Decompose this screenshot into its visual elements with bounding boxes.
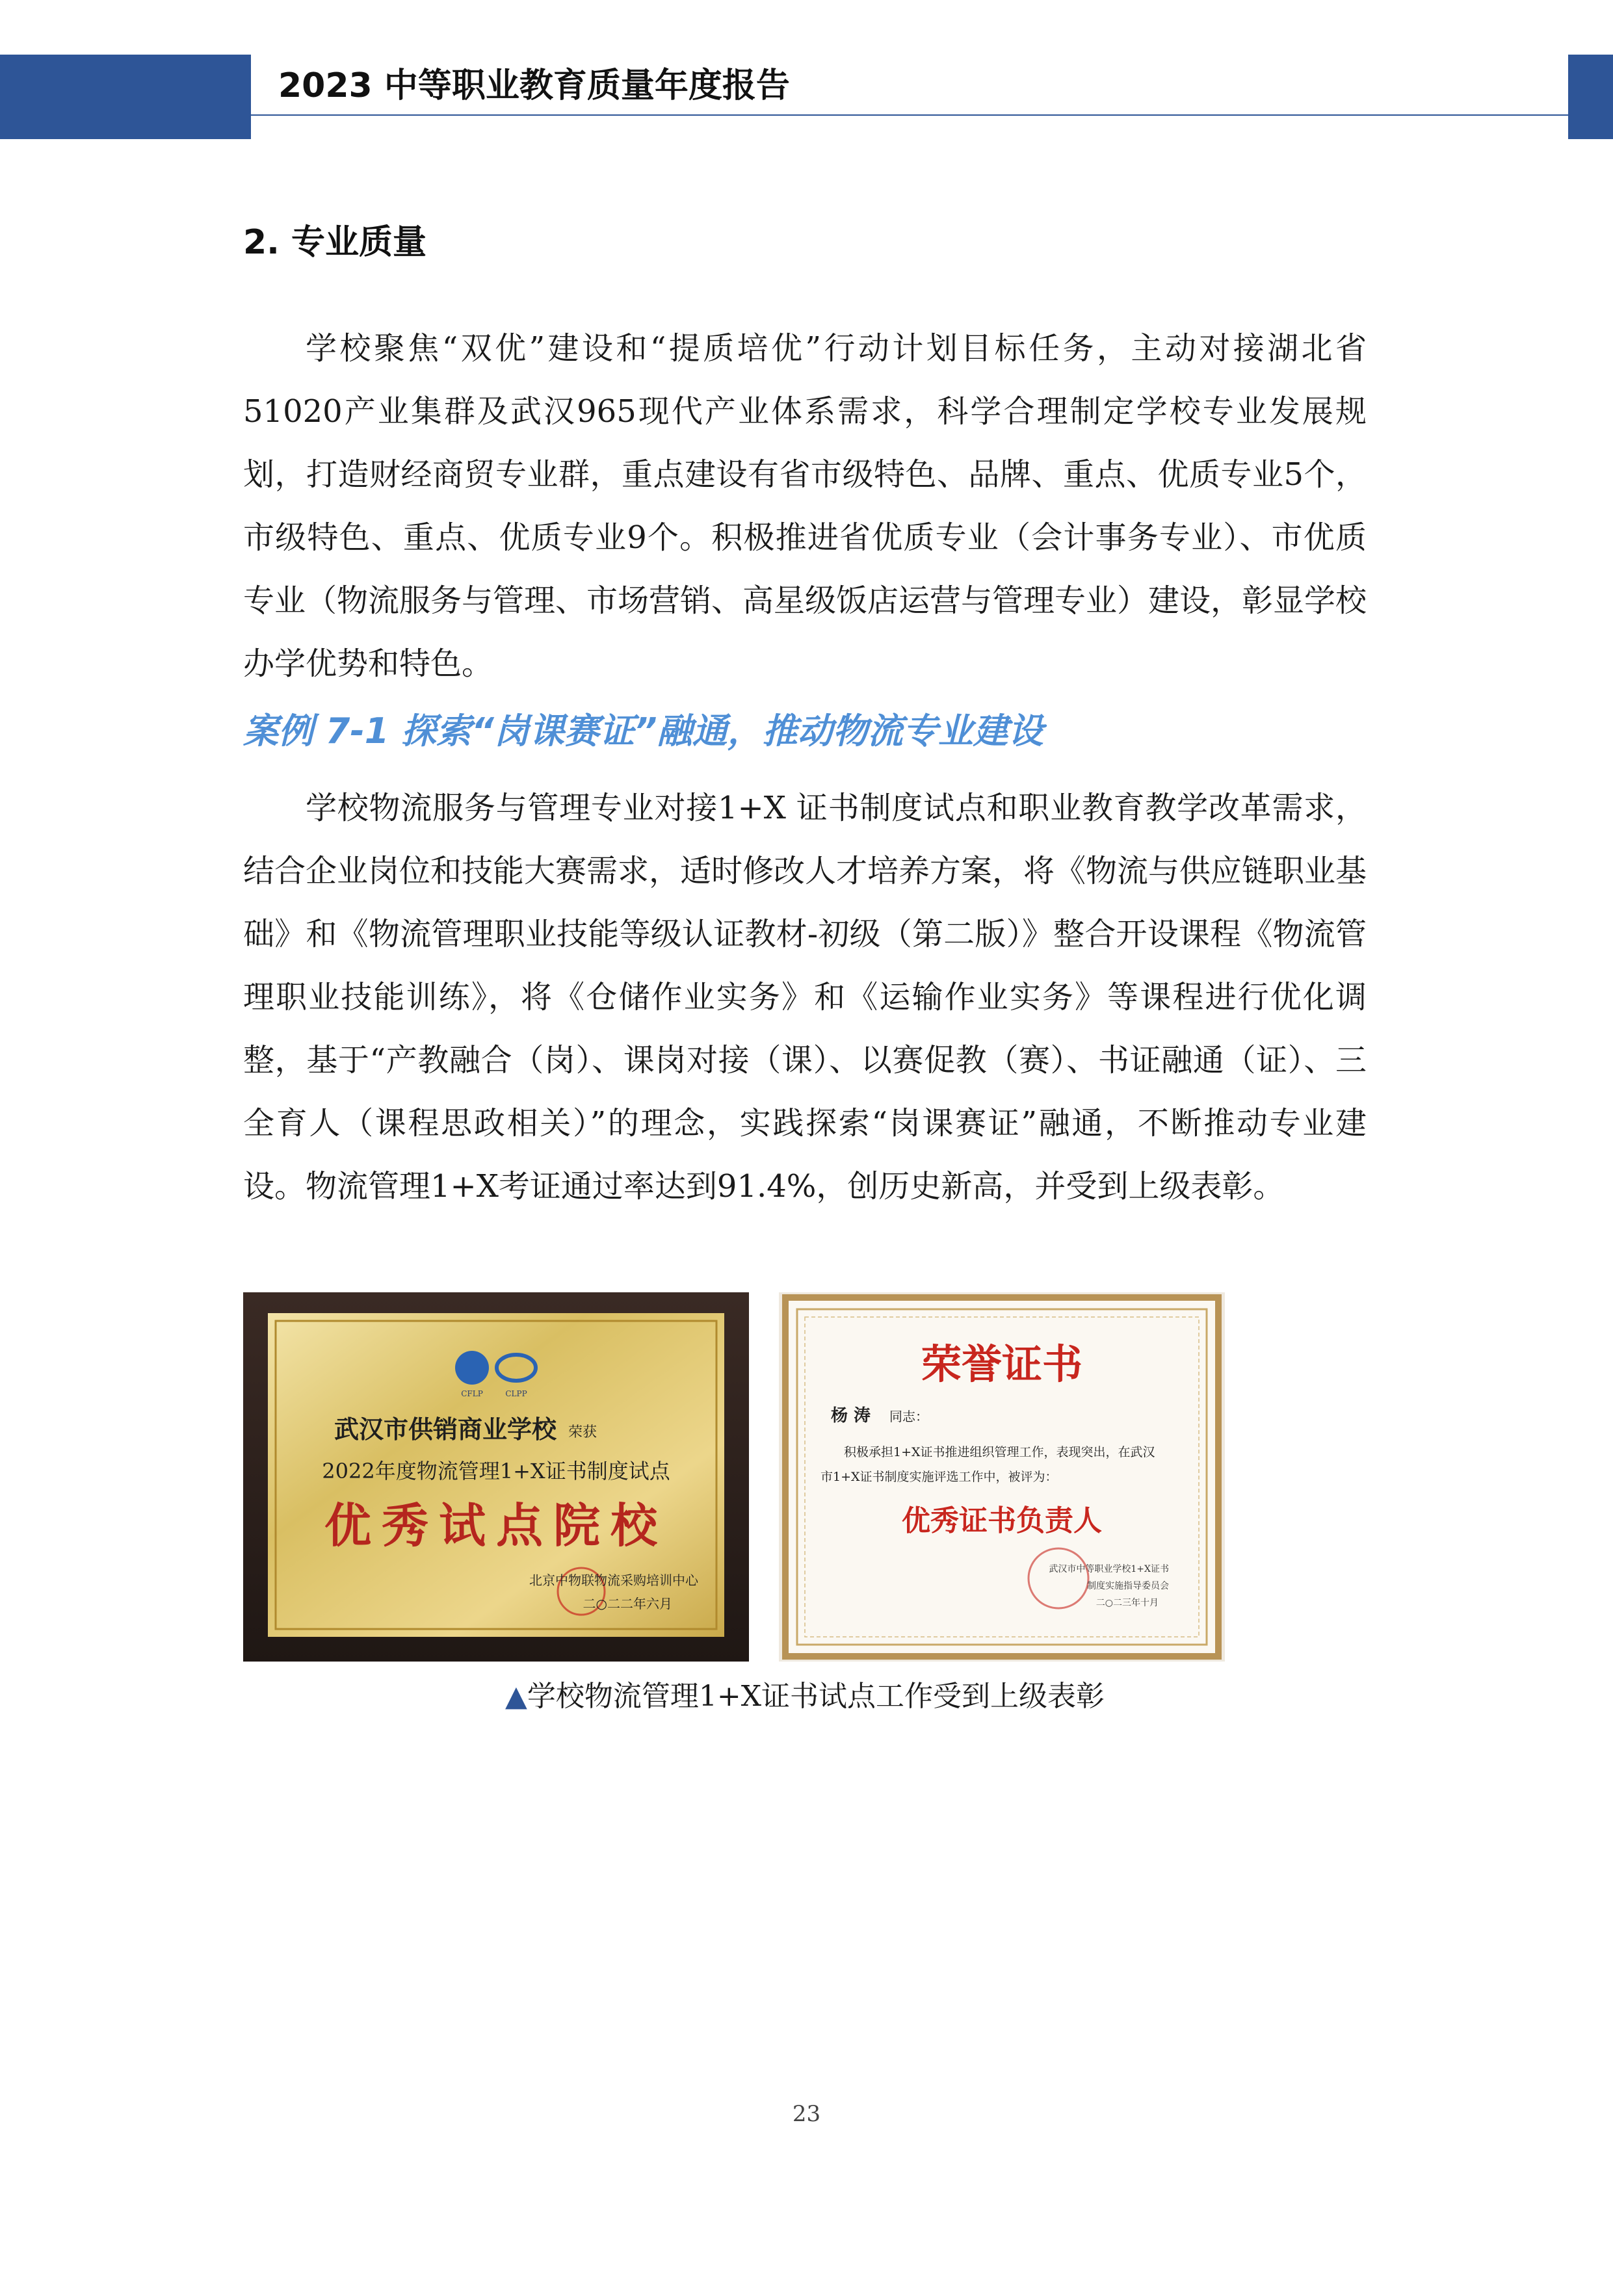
plaque-suffix: 荣获 (568, 1424, 597, 1441)
figure-caption (243, 1676, 1367, 1717)
certificate-date: 二○二三年十月 (1095, 1598, 1159, 1608)
section-heading: 2. 专业质量 (243, 223, 427, 262)
plaque-date: 二○二二年六月 (583, 1596, 672, 1611)
certificate-body-line2: 市1+X证书制度实施评选工作中，被评为： (820, 1470, 1058, 1484)
certificate-title: 荣誉证书 (921, 1340, 1083, 1388)
caption-text: 学校物流管理1+X证书试点工作受到上级表彰 (527, 1680, 1105, 1713)
page-number: 23 (792, 2101, 821, 2127)
paragraph-professional-quality: 学校聚焦“双优”建设和“提质培优”行动计划目标任务，主动对接湖北省51020产业集群及武汉965现代产业体系需求，科学合理制定学校专业发展规划，打造财经商贸专业群，重点建设有省市级特色、品牌、重点、优质专业5个，市级特色、重点、优质专业9个。积极推进省优质专业（会计事务专业）、市优质专业（物流服务与管理、市场营销、高星级饭店运营与管理专业）建设，彰显学校办学优势和特色。 (243, 330, 1367, 682)
certificate-body-line1: 积极承担1+X证书推进组织管理工作，表现突出，在武汉 (844, 1445, 1155, 1459)
plaque-logo-right-label: CLPP (505, 1389, 527, 1398)
paragraph-case-body: 学校物流服务与管理专业对接1+X 证书制度试点和职业教育教学改革需求，结合企业岗位和技能大赛需求，适时修改人才培养方案，将《物流与供应链职业基础》和《物流管理职业技能等级认证教材-初级（第二版）》整合开设课程《物流管理职业技能训练》，将《仓储作业实务》和《运输作业实务》等课程进行优化调整，基于“产教融合（岗）、课岗对接（课）、以赛促教（赛）、书证融通（证）、三全育人（课程思政相关）”的理念，实践探索“岗课赛证”融通，不断推动专业建设。物流管理1+X考证通过率达到91.4%，创历史新高，并受到上级表彰。 (243, 790, 1367, 1205)
header-right-bar (1568, 55, 1613, 139)
plaque-award-title: 优秀试点院校 (324, 1498, 668, 1553)
plaque-logo-left-label: CFLP (461, 1389, 483, 1398)
certificate-issuer-line1: 武汉市中等职业学校1+X证书 (1049, 1564, 1169, 1574)
header-rule (251, 114, 1568, 116)
caption-triangle-icon: ▲ (505, 1680, 527, 1713)
plaque-issuer: 北京中物联物流采购培训中心 (529, 1572, 698, 1588)
case-title: 案例 7-1 探索“岗课赛证”融通，推动物流专业建设 (243, 711, 1043, 751)
plaque-subtitle: 2022年度物流管理1+X证书制度试点 (322, 1459, 670, 1483)
report-title: 2023 中等职业教育质量年度报告 (278, 66, 790, 105)
certificate-issuer-line2: 制度实施指导委员会 (1087, 1581, 1169, 1591)
certificate-photo (779, 1292, 1225, 1662)
certificate-award: 优秀证书负责人 (902, 1504, 1102, 1537)
header-left-bar (0, 55, 251, 139)
certificate-recipient: 杨 涛 (831, 1406, 871, 1426)
plaque-photo (243, 1292, 749, 1662)
certificate-salutation: 同志： (889, 1409, 928, 1424)
plaque-school-name: 武汉市供销商业学校 (334, 1415, 557, 1444)
